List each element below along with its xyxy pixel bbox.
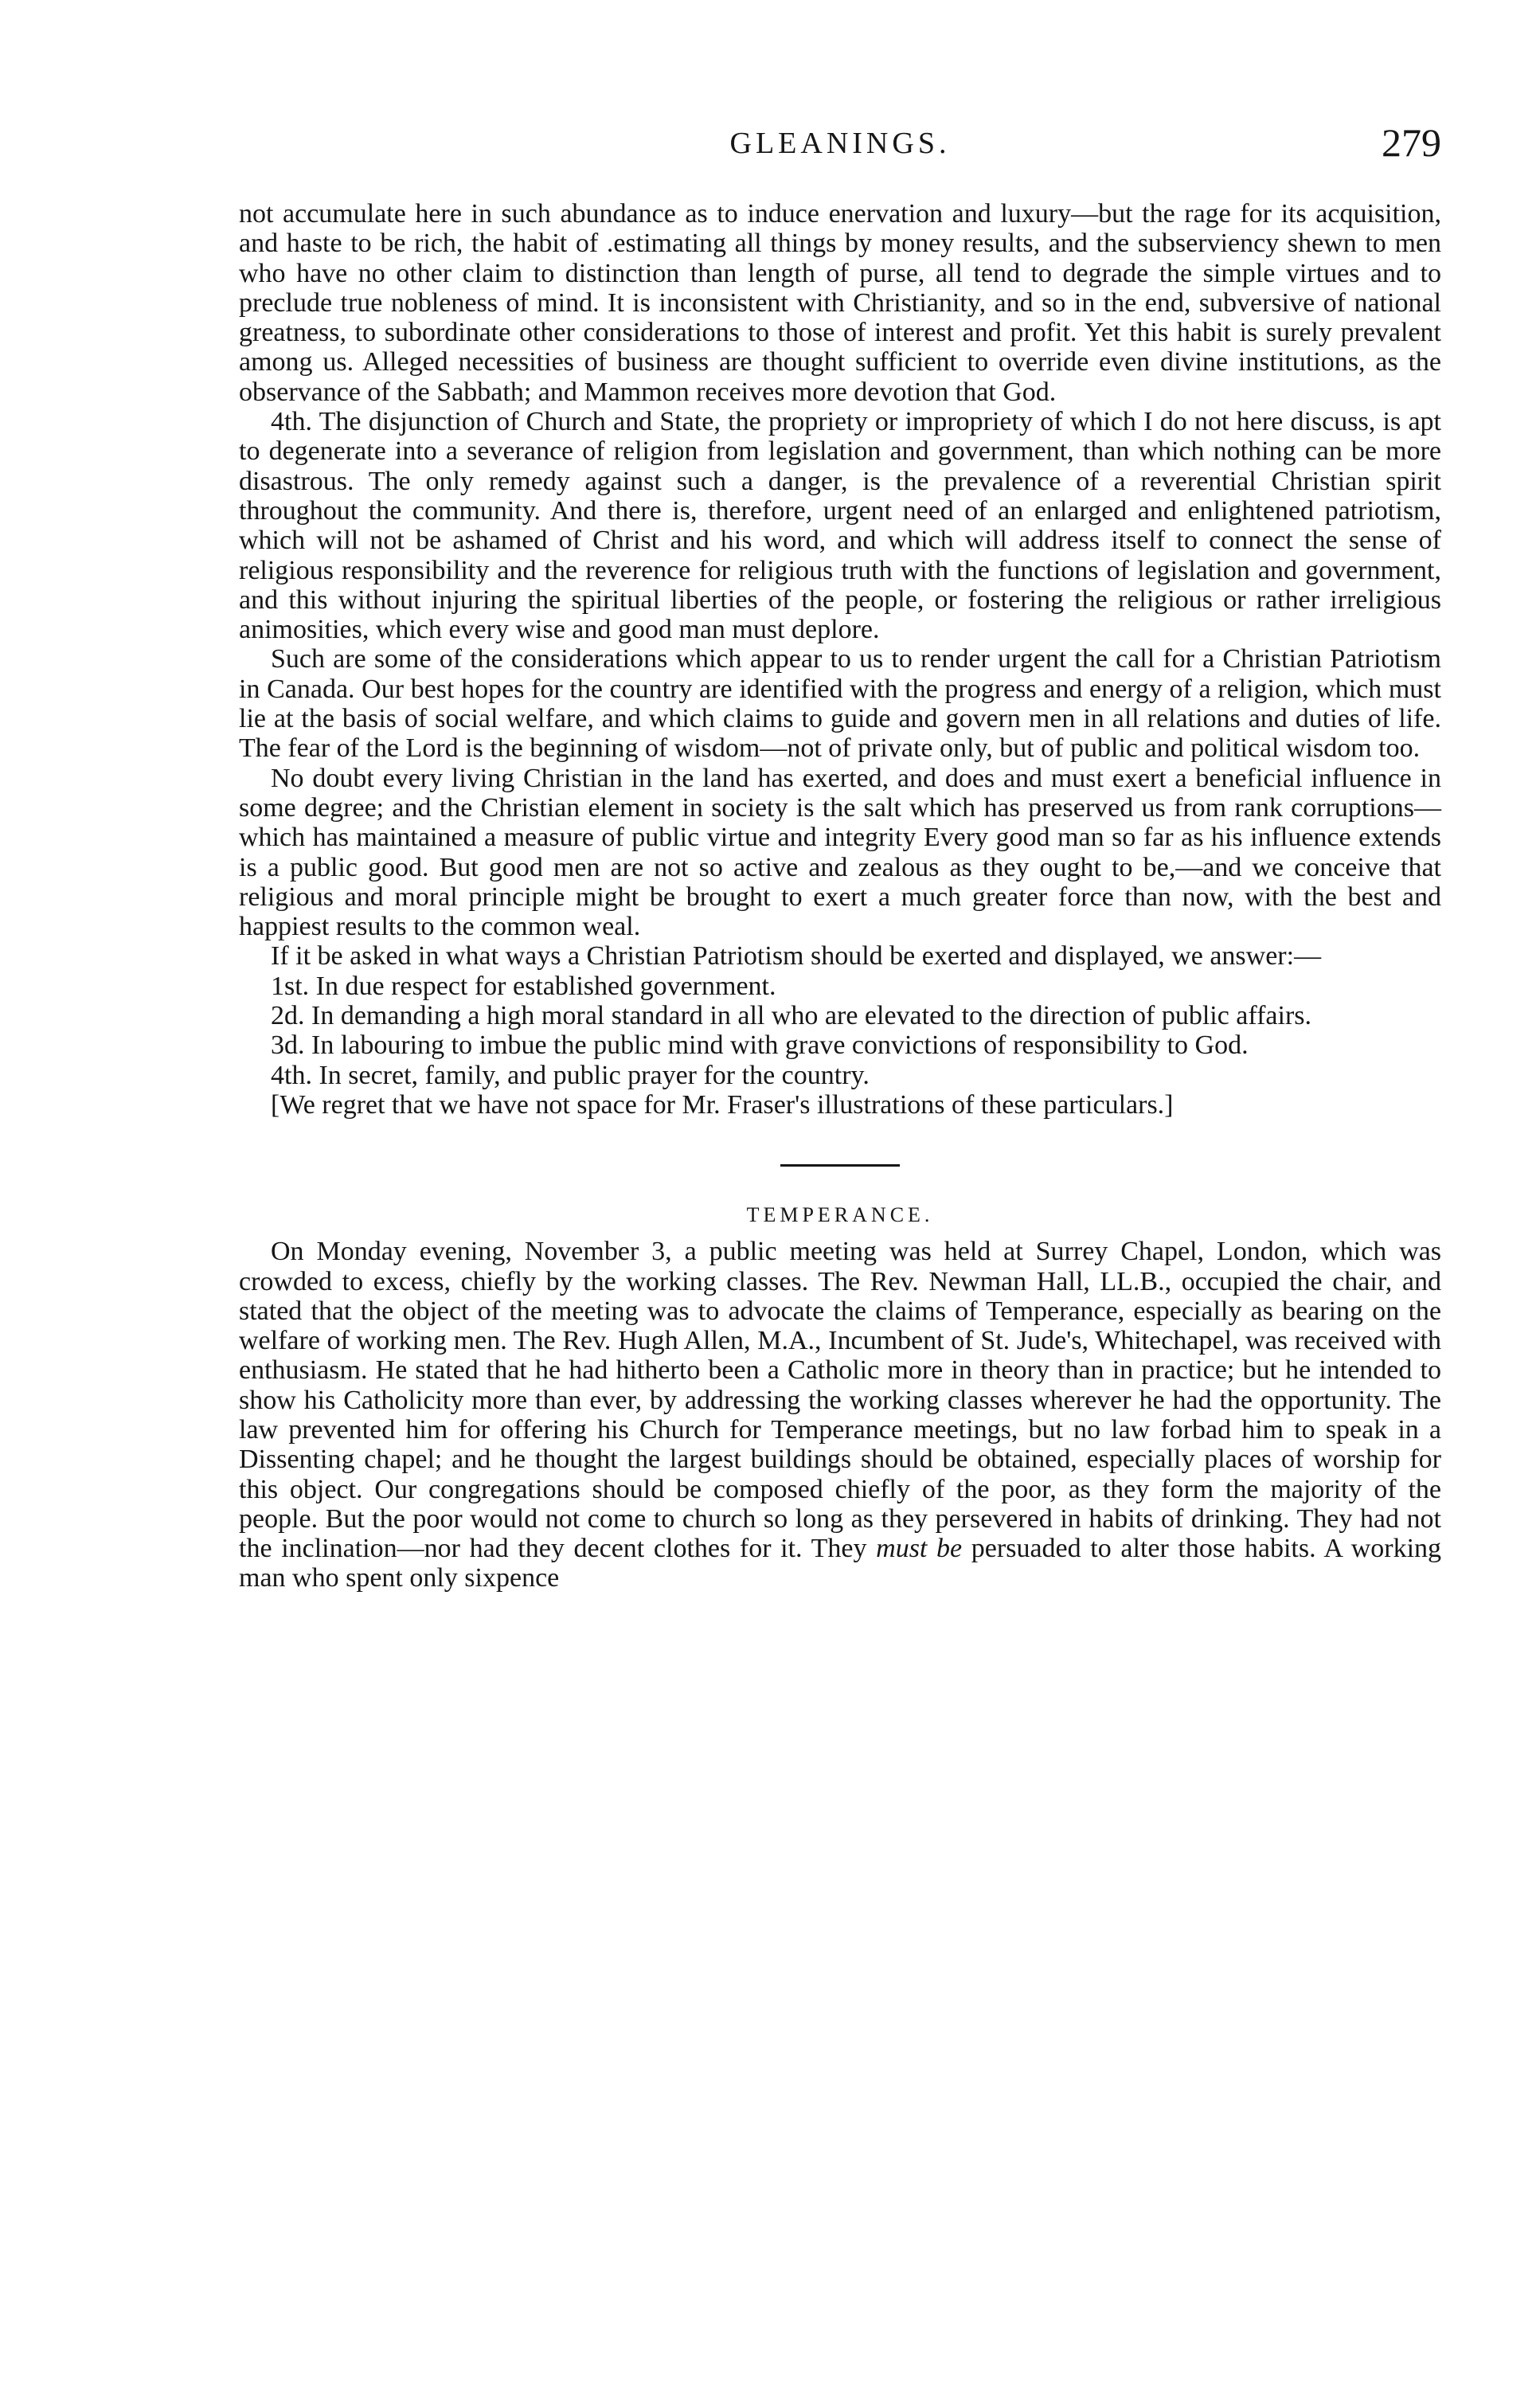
paragraph: not accumulate here in such abundance as to induce enervation and luxury—but the rage for its acquisition, and haste to be rich, the habit of .estimating all things by money results, and the subserviency shewn to men who have no other claim to distinction than length of purse, all tend to degrade the simple virtues and to preclude true nobleness of mind. It is inconsistent with Christianity, and so in the end, subversive of national greatness, to subordinate other considerations to those of interest and profit. Yet this habit is surely prevalent among us. Alleged necessities of business are thought sufficient to override even divine institutions, as the observance of the Sabbath; and Mammon receives more devotion that God. [239, 199, 1441, 407]
paragraph-text: persuaded to alter those habits. A working man who spent only sixpence [239, 1534, 1442, 1593]
page-header [239, 119, 1441, 175]
paragraph: If it be asked in what ways a Christian Patriotism should be exerted and displayed, we answer:— [271, 941, 1322, 972]
list-item: 1st. In due respect for established government. [271, 971, 776, 1001]
paragraph-text: On Monday evening, November 3, a public meeting was held at Surrey Chapel, London, which was crowded to excess, chiefly by the working classes. The Rev. Newman Hall, LL.B., occupied the chair, and stated that the object of the meeting was to advocate the claims of Temperance, especially as bearing on the welfare of working men. The Rev. Hugh Allen, M.A., Incumbent of St. Jude's, Whitechapel, was received with enthusiasm. He stated that he had hitherto been a Catholic more in theory than in practice; but he intended to show his Catholicity more than ever, by addressing the working classes wherever he had the opportunity. The law prevented him for offering his Church for Temperance meetings, but no law forbad him to speak in a Dissenting chapel; and he thought the largest buildings should be obtained, especially places of worship for this object. Our congregations should be composed chiefly of the poor, as they form the majority of the people. But the poor would not come to church so long as they persevered in habits of drinking. They had not the inclination—nor had they decent clothes for it. They [239, 1237, 1441, 1564]
list-item: 2d. In demanding a high moral standard in all who are elevated to the direction of public affairs. [271, 1001, 1312, 1031]
paragraph: No doubt every living Christian in the land has exerted, and does and must exert a beneficial influence in some degree; and the Christian element in society is the salt which has preserved us from rank corruptions—which has maintained a measure of public virtue and integrity Every good man so far as his influence extends is a public good. But good men are not so active and zealous as they ought to be,—and we conceive that religious and moral principle might be brought to exert a much greater force than now, with the best and happiest results to the common weal. [239, 763, 1441, 942]
italic-text: must be [876, 1534, 963, 1564]
paragraph: 4th. The disjunction of Church and State, the propriety or impropriety of which I do not here discuss, is apt to degenerate into a severance of religion from legislation and government, than which nothing can be more disastrous. The only remedy against such a danger, is the prevalence of a reverential Christian spirit throughout the community. And there is, therefore, urgent need of an enlarged and enlightened patriotism, which will not be ashamed of Christ and his word, and which will address itself to connect the sense of religious responsibility and the reverence for religious truth with the functions of legislation and government, and this without injuring the spiritual liberties of the people, or fostering the religious or rather irreligious animosities, which every wise and good man must deplore. [239, 407, 1441, 645]
text-column [239, 199, 1441, 1593]
list-item: 3d. In labouring to imbue the public mind with grave convictions of responsibility to God. [271, 1030, 1249, 1061]
running-head: GLEANINGS. [729, 127, 951, 160]
editor-note: [We regret that we have not space for Mr. Fraser's illustrations of these particulars.] [271, 1089, 1174, 1120]
page-number: 279 [1382, 120, 1441, 165]
list-item: 4th. In secret, family, and public prayer for the country. [271, 1060, 870, 1090]
paragraph: Such are some of the considerations which appear to us to render urgent the call for a Christian Patriotism in Canada. Our best hopes for the country are identified with the progress and energy of a religion, which must lie at the basis of social welfare, and which claims to guide and govern men in all relations and duties of life. The fear of the Lord is the beginning of wisdom—not of private only, but of public and political wisdom too. [239, 644, 1441, 764]
paragraph [239, 1237, 1441, 1593]
section-heading: TEMPERANCE. [746, 1203, 934, 1227]
section-divider [780, 1164, 900, 1167]
